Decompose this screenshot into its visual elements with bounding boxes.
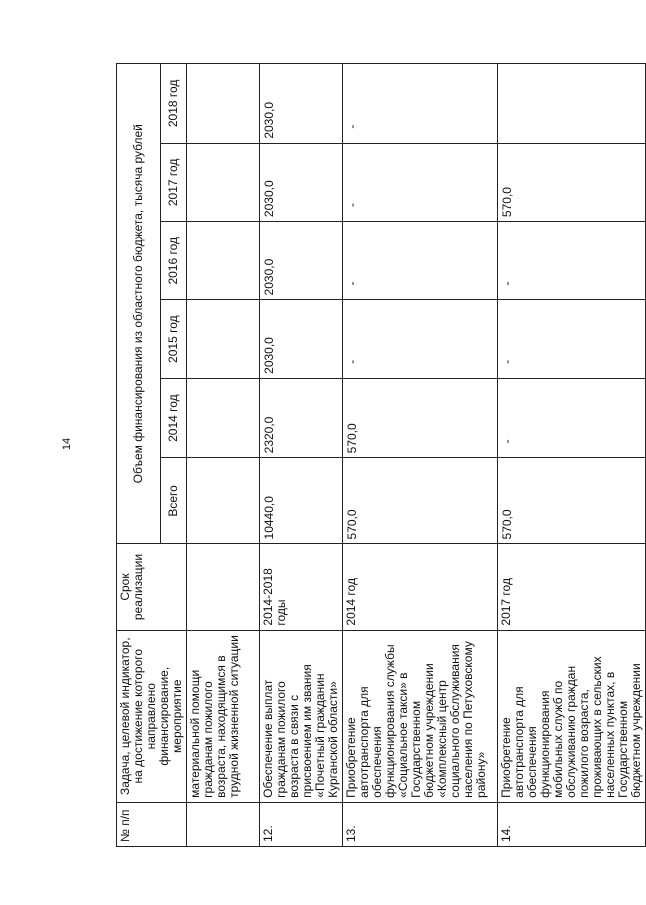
- row-period: 2014-2018 годы: [260, 544, 343, 630]
- row-2018: [187, 64, 260, 144]
- header-period: Срок реализации: [117, 544, 187, 630]
- table-row: [498, 64, 646, 847]
- row-num: 12.: [260, 802, 343, 846]
- header-2016: 2016 год: [160, 222, 186, 300]
- row-total: [187, 458, 260, 544]
- header-funding: Объем финансирования из областного бюджета, тысяча рублей: [117, 64, 161, 544]
- page-number: 14: [61, 437, 73, 451]
- row-period: 2017 год: [498, 544, 646, 630]
- row-2018: -: [343, 64, 498, 144]
- row-2016: [187, 222, 260, 300]
- row-total: 570,0: [498, 458, 646, 544]
- header-row-top: [117, 64, 161, 847]
- row-2018: 2030,0: [260, 64, 343, 144]
- table-row: [260, 64, 343, 847]
- row-2014: 2320,0: [260, 378, 343, 458]
- rotated-page-content: [116, 63, 643, 847]
- row-task: Обеспечение выплат гражданам пожилого возраста в связи с присвоением им звания «Почетный гражданин Курганской области»: [260, 630, 343, 802]
- table-row: [343, 64, 498, 847]
- row-2016: 2030,0: [260, 222, 343, 300]
- row-2016: -: [498, 222, 646, 300]
- row-num: 13.: [343, 802, 498, 846]
- header-total: Всего: [160, 458, 186, 544]
- header-2017: 2017 год: [160, 143, 186, 221]
- table-row: [187, 64, 260, 847]
- row-num: [187, 802, 260, 846]
- row-2015: [187, 300, 260, 378]
- row-2017: [187, 143, 260, 221]
- row-task: материальной помощи гражданам пожилого возраста, находящимся в трудной жизненной ситуации: [187, 630, 260, 802]
- row-total: 10440,0: [260, 458, 343, 544]
- funding-table: [116, 63, 646, 847]
- row-num: 14.: [498, 802, 646, 846]
- row-2014: [187, 378, 260, 458]
- row-task: Приобретение автотранспорта для обеспечения функционирования службы «Социальное такси» в Государственном бюджетном учреждении «Комплексный центр социального обслуживания населения по Петуховскому району»: [343, 630, 498, 802]
- row-2014: -: [498, 378, 646, 458]
- header-2018: 2018 год: [160, 64, 186, 144]
- row-2016: -: [343, 222, 498, 300]
- row-2015: -: [343, 300, 498, 378]
- row-2018: [498, 64, 646, 144]
- row-period: [187, 544, 260, 630]
- row-task: Приобретение автотранспорта для обеспечения функционирования мобильных служб по обслуживанию граждан пожилого возраста, проживающих в сельских населенных пунктах, в Государственном бюджетном учреждении: [498, 630, 646, 802]
- header-2015: 2015 год: [160, 300, 186, 378]
- row-2014: 570,0: [343, 378, 498, 458]
- header-num: № п/п: [117, 802, 187, 846]
- row-2015: 2030,0: [260, 300, 343, 378]
- row-2017: -: [343, 143, 498, 221]
- row-2017: 2030,0: [260, 143, 343, 221]
- header-2014: 2014 год: [160, 378, 186, 458]
- row-total: 570,0: [343, 458, 498, 544]
- row-2015: -: [498, 300, 646, 378]
- header-task: Задача, целевой индикатор, на достижение которого направлено финансирование, мероприятие: [117, 630, 187, 802]
- row-period: 2014 год: [343, 544, 498, 630]
- row-2017: 570,0: [498, 143, 646, 221]
